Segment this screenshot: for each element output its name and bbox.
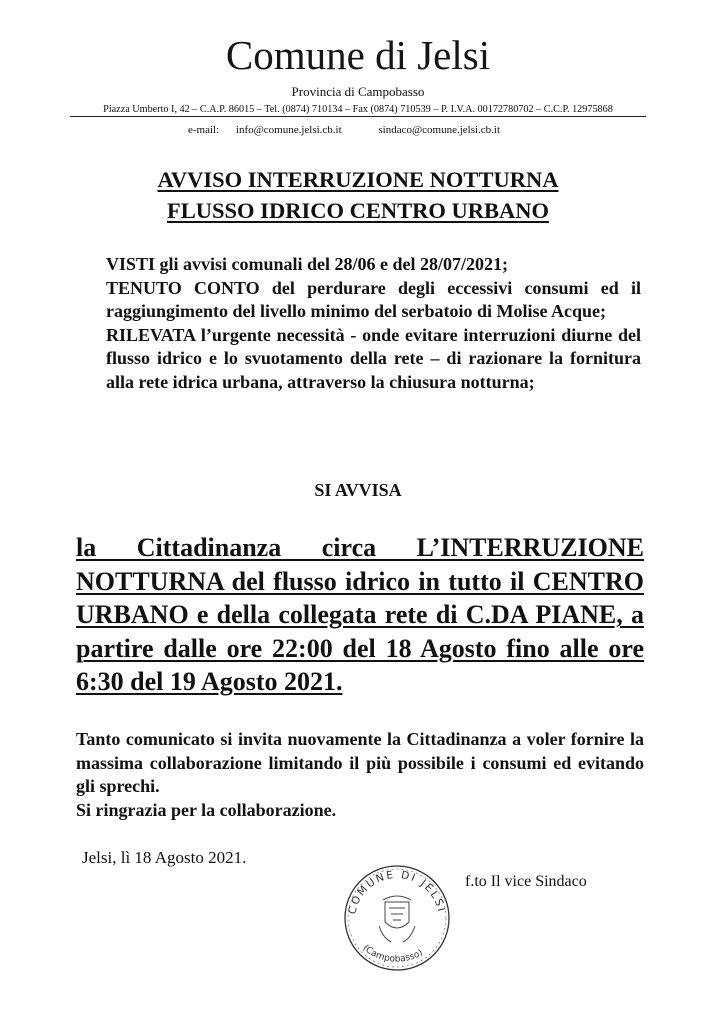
stamp-top-text: COMUNE DI JELSI — [346, 868, 448, 916]
closing-text: Tanto comunicato si invita nuovamente la Cittadinanza a voler fornire la massima collaborazione limitando il più possibile i consumi ed evitando gli sprechi. — [76, 729, 644, 796]
coat-of-arms-icon — [379, 896, 415, 942]
municipal-stamp — [333, 850, 458, 980]
email-line — [188, 124, 514, 136]
closing-thanks: Si ringrazia per la collaborazione. — [76, 799, 337, 820]
premise-visti: VISTI gli avvisi comunali del 28/06 e del 28/07/2021; — [106, 254, 509, 274]
svg-text:(Campobasso) — [361, 943, 425, 964]
premises-block — [106, 253, 641, 394]
main-notice: la Cittadinanza circa L’INTERRUZIONE NOTTURNA del flusso idrico in tutto il CENTRO URBANO e della collegata rete di C.DA PIANE, a partire dalle ore 22:00 del 18 Agosto fino alle ore 6:30 del 19 Agosto 2021. — [76, 533, 644, 696]
signature-line: f.to Il vice Sindaco — [465, 873, 587, 890]
premise-tenuto-conto: TENUTO CONTO del perdurare degli eccessivi consumi ed il raggiungimento del livello minimo del serbatoio di Molise Acque; — [106, 277, 641, 321]
email-sindaco: sindaco@comune.jelsi.cb.it — [378, 124, 501, 136]
date-line: Jelsi, lì 18 Agosto 2021. — [82, 848, 247, 867]
email-label: e-mail: — [188, 124, 220, 136]
notice-title-line2: FLUSSO IDRICO CENTRO URBANO — [167, 198, 549, 223]
closing-block — [76, 728, 644, 822]
stamp-bottom-text: (Campobasso) — [360, 943, 425, 965]
contact-line: Piazza Umberto I, 42 – C.A.P. 86015 – Tel. (0874) 710134 – Fax (0874) 710539 – P. I.V.A. 00172780702 – C.C.P. 12975868 — [70, 104, 646, 117]
province-name: Provincia di Campobasso — [291, 84, 425, 99]
si-avvisa-heading: SI AVVISA — [314, 480, 402, 500]
notice-title-line1: AVVISO INTERRUZIONE NOTTURNA — [157, 167, 559, 192]
municipality-title: Comune di Jelsi — [225, 32, 491, 78]
premise-rilevata: RILEVATA l’urgente necessità - onde evitare interruzioni diurne del flusso idrico e lo svuotamento della rete – di razionare la fornitura alla rete idrica urbana, attraverso la chiusura notturna; — [106, 324, 641, 392]
email-info: info@comune.jelsi.cb.it — [235, 124, 342, 136]
